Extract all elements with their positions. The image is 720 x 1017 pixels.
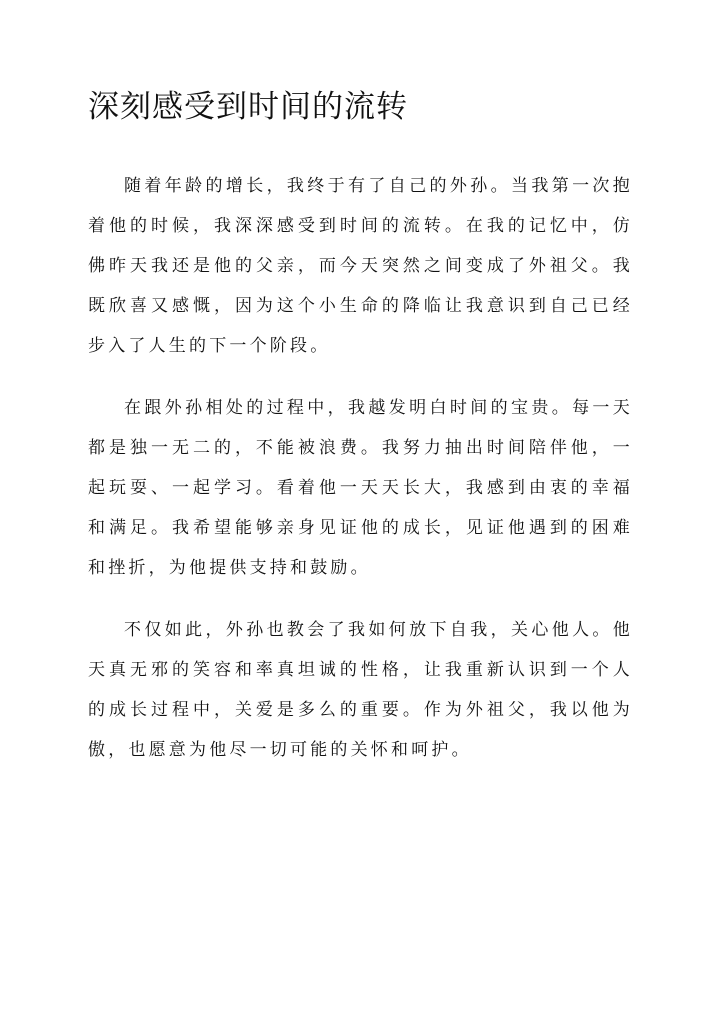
- paragraph-1: 随着年龄的增长，我终于有了自己的外孙。当我第一次抱着他的时候，我深深感受到时间的流转。在我的记忆中，仿佛昨天我还是他的父亲，而今天突然之间变成了外祖父。我既欣喜又感慨，因为这个小生命的降临让我意识到自己已经步入了人生的下一个阶段。: [88, 176, 633, 356]
- paragraph-3: 不仅如此，外孙也教会了我如何放下自我，关心他人。他天真无邪的笑容和率真坦诚的性格，让我重新认识到一个人的成长过程中，关爱是多么的重要。作为外祖父，我以他为傲，也愿意为他尽一切可能的关怀和呵护。: [88, 620, 633, 760]
- document-body: [88, 166, 633, 792]
- document-title: 深刻感受到时间的流转: [88, 89, 408, 125]
- paragraph-2: 在跟外孙相处的过程中，我越发明白时间的宝贵。每一天都是独一无二的，不能被浪费。我努力抽出时间陪伴他，一起玩耍、一起学习。看着他一天天长大，我感到由衷的幸福和满足。我希望能够亲身见证他的成长，见证他遇到的困难和挫折，为他提供支持和鼓励。: [88, 398, 633, 578]
